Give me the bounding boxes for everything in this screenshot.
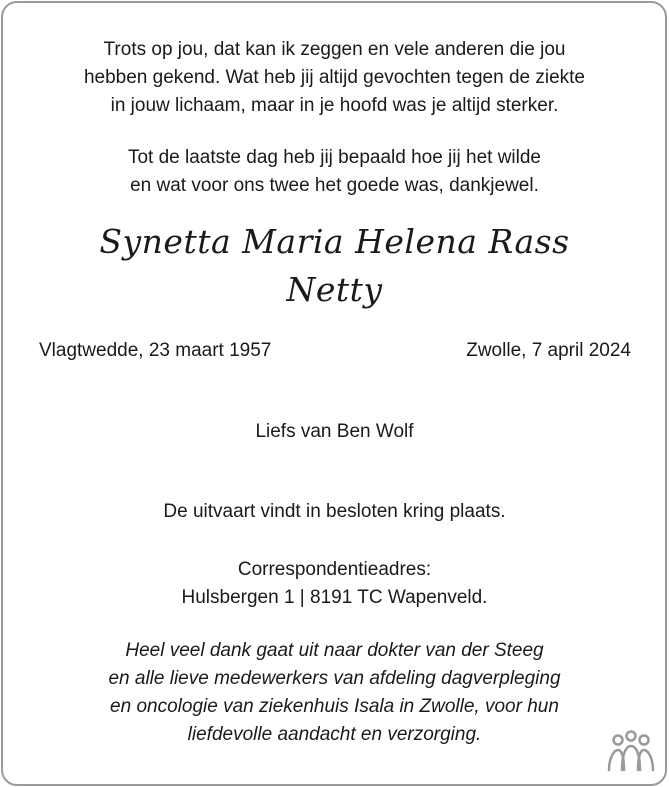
thanks-line: liefdevolle aandacht en verzorging. [187, 724, 482, 745]
birth-date: Vlagtwedde, 23 maart 1957 [39, 340, 272, 361]
address-label: Correspondentieadres: [237, 559, 432, 580]
second-text [0, 144, 669, 200]
intro-line: Trots op jou, dat kan ik zeggen en vele anderen die jou [103, 39, 566, 60]
funeral-text: De uitvaart vindt in besloten kring plaats. [163, 501, 506, 522]
intro-text [0, 36, 669, 120]
second-line: Tot de laatste dag heb jij bepaald hoe jij het wilde [127, 147, 541, 168]
from-text: Liefs van Ben Wolf [255, 421, 414, 442]
deceased-nickname: Netty [286, 270, 383, 309]
thanks-text [0, 637, 669, 749]
deceased-name: Synetta Maria Helena Rass [99, 222, 570, 261]
thanks-line: en oncologie van ziekenhuis Isala in Zwolle, voor hun [110, 696, 559, 717]
second-line: en wat voor ons twee het goede was, dankjewel. [130, 175, 539, 196]
address: Hulsbergen 1 | 8191 TC Wapenveld. [181, 587, 488, 608]
people-group-icon [606, 730, 656, 774]
address-block [0, 556, 669, 612]
intro-line: in jouw lichaam, maar in je hoofd was je altijd sterker. [110, 95, 559, 116]
death-date: Zwolle, 7 april 2024 [466, 340, 631, 361]
thanks-line: Heel veel dank gaat uit naar dokter van der Steeg [125, 640, 544, 661]
intro-line: hebben gekend. Wat heb jij altijd gevochten tegen de ziekte [83, 67, 586, 88]
thanks-line: en alle lieve medewerkers van afdeling dagverpleging [108, 668, 561, 689]
